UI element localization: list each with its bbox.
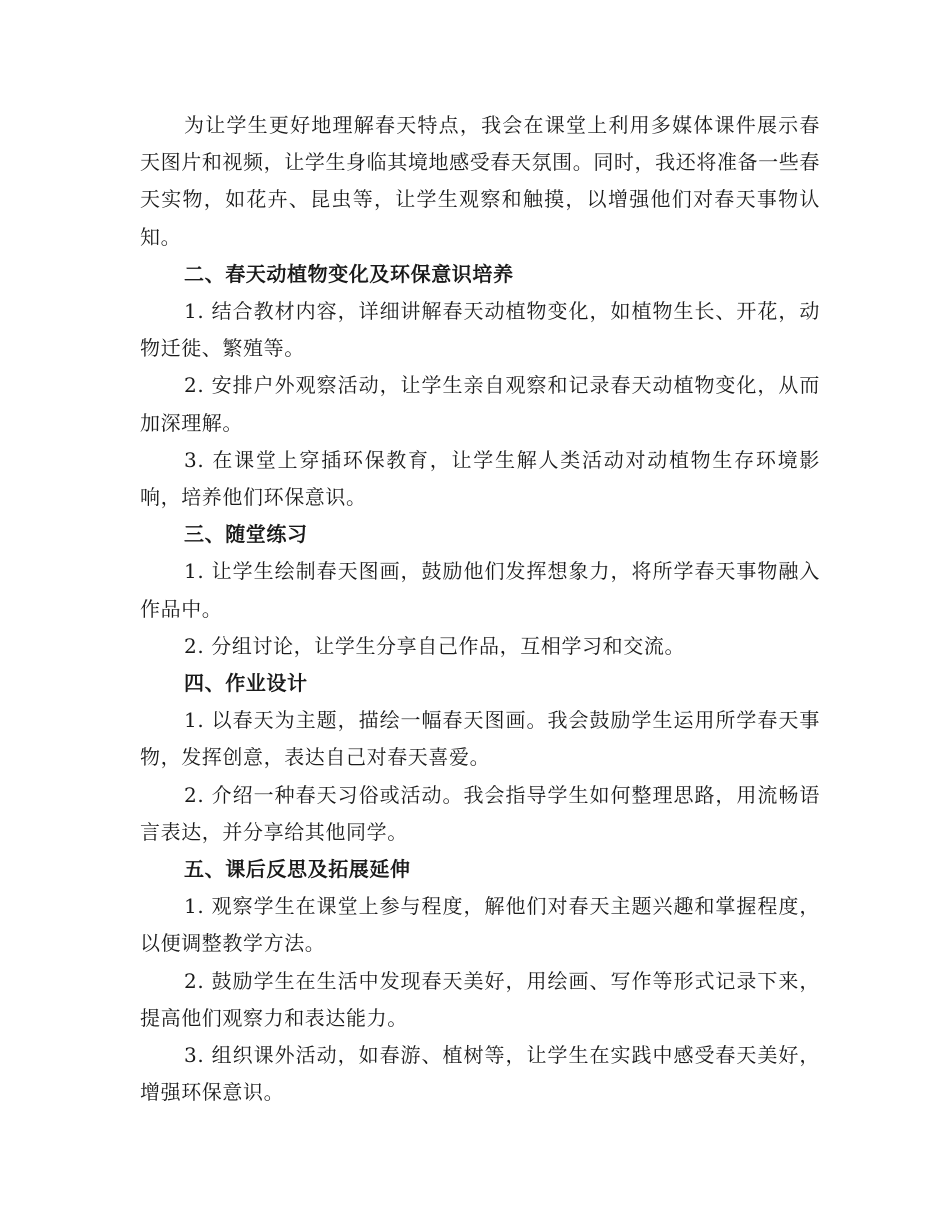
list-item: 1. 让学生绘制春天图画，鼓励他们发挥想象力，将所学春天事物融入作品中。 (140, 559, 820, 621)
list-item: 2. 鼓励学生在生活中发现春天美好，用绘画、写作等形式记录下来，提高他们观察力和表达能力。 (140, 968, 820, 1030)
list-item: 1. 以春天为主题，描绘一幅春天图画。我会鼓励学生运用所学春天事物，发挥创意，表达自己对春天喜爱。 (140, 708, 820, 770)
list-item: 3. 在课堂上穿插环保教育，让学生解人类活动对动植物生存环境影响，培养他们环保意识。 (140, 447, 820, 510)
section-heading: 二、春天动植物变化及环保意识培养 (184, 261, 514, 286)
document-body (140, 107, 820, 1111)
list-item: 1. 观察学生在课堂上参与程度，解他们对春天主题兴趣和掌握程度，以便调整教学方法。 (140, 894, 820, 956)
list-item: 2. 介绍一种春天习俗或活动。我会指导学生如何整理思路，用流畅语言表达，并分享给其他同学。 (140, 782, 820, 844)
section-heading: 三、随堂练习 (184, 522, 308, 547)
list-item: 3. 组织课外活动，如春游、植树等，让学生在实践中感受春天美好，增强环保意识。 (140, 1043, 820, 1105)
list-item: 2. 安排户外观察活动，让学生亲自观察和记录春天动植物变化，从而加深理解。 (140, 373, 820, 435)
list-item: 1. 结合教材内容，详细讲解春天动植物变化，如植物生长、开花，动物迁徙、繁殖等。 (140, 299, 820, 361)
intro-paragraph: 为让学生更好地理解春天特点，我会在课堂上利用多媒体课件展示春天图片和视频，让学生身临其境地感受春天氛围。同时，我还将准备一些春天实物，如花卉、昆虫等，让学生观察和触摸，以增强他们对春天事物认知。 (140, 113, 820, 249)
list-item: 2. 分组讨论，让学生分享自己作品，互相学习和交流。 (184, 633, 686, 658)
section-heading: 四、作业设计 (184, 671, 308, 696)
section-heading: 五、课后反思及拓展延伸 (184, 857, 411, 882)
